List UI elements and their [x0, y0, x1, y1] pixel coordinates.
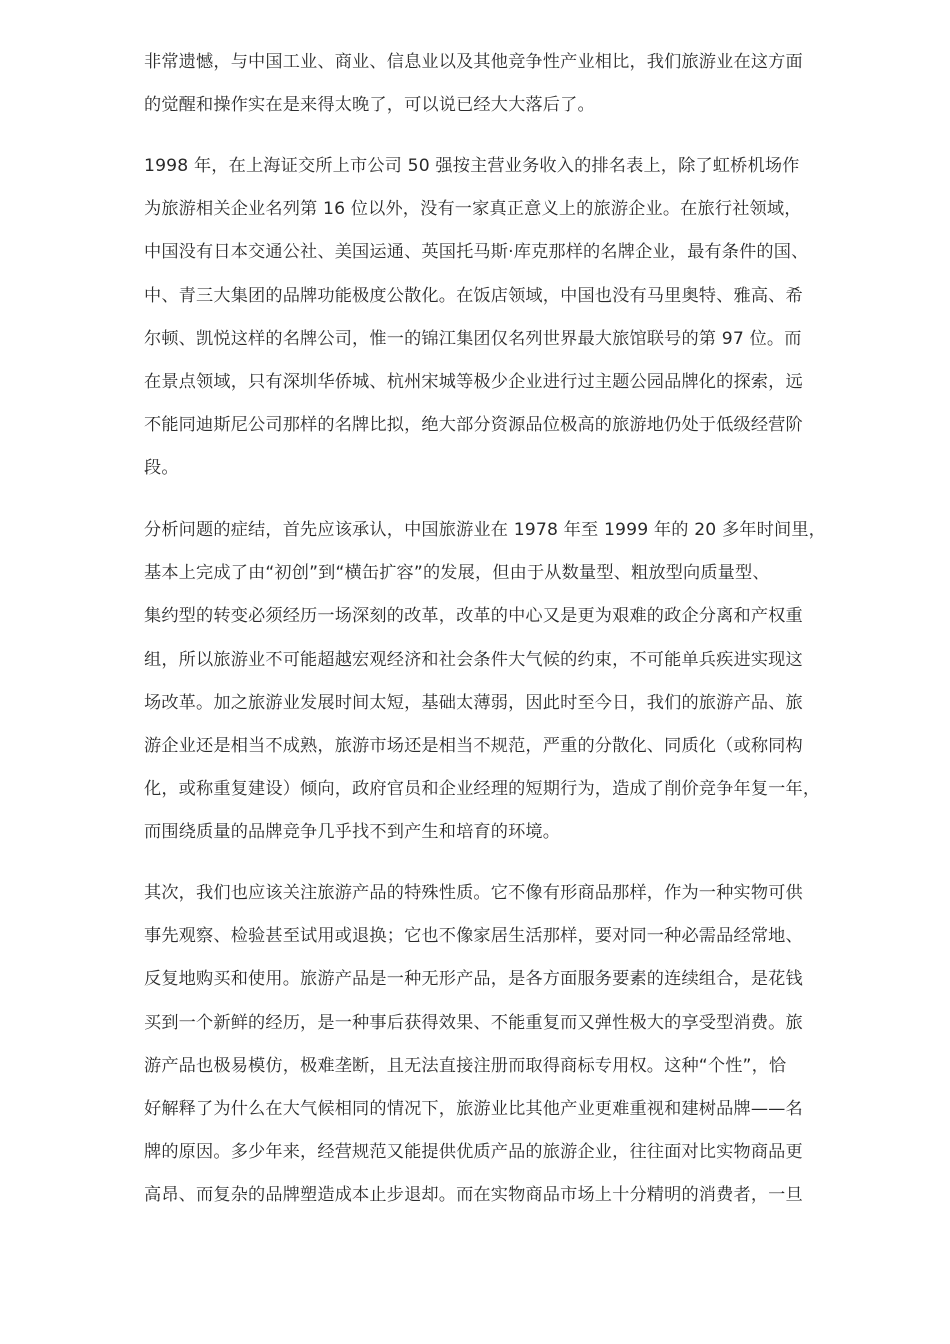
text-line: 的觉醒和操作实在是来得太晚了，可以说已经大大落后了。 — [144, 95, 595, 116]
paragraph-2 — [144, 145, 884, 491]
paragraph-4 — [144, 872, 884, 1218]
text-line: 在景点领域，只有深圳华侨城、杭州宋城等极少企业进行过主题公园品牌化的探索，远 — [144, 371, 803, 392]
text-line: 段。 — [144, 458, 179, 479]
text-line: 高昂、而复杂的品牌塑造成本止步退却。而在实物商品市场上十分精明的消费者，一旦 — [144, 1185, 803, 1206]
text-line: 牌的原因。多少年来，经营规范又能提供优质产品的旅游企业，往往面对比实物商品更 — [144, 1142, 803, 1163]
text-line: 事先观察、检验甚至试用或退换；它也不像家居生活那样，要对同一种必需品经常地、 — [144, 926, 803, 947]
text-line: 其次，我们也应该关注旅游产品的特殊性质。它不像有形商品那样，作为一种实物可供 — [144, 883, 803, 903]
text-line: 集约型的转变必须经历一场深刻的改革，改革的中心又是更为艰难的政企分离和产权重 — [144, 606, 803, 627]
text-line: 非常遗憾，与中国工业、商业、信息业以及其他竞争性产业相比，我们旅游业在这方面 — [144, 52, 803, 72]
text-line: 分析问题的症结，首先应该承认，中国旅游业在 1978 年至 1999 年的 20 多年时间里， — [144, 520, 826, 540]
text-line: 游产品也极易模仿，极难垄断，且无法直接注册而取得商标专用权。这种“个性”，恰 — [144, 1055, 787, 1076]
text-line: 场改革。加之旅游业发展时间太短，基础太薄弱，因此时至今日，我们的旅游产品、旅 — [144, 692, 803, 713]
text-line: 组，所以旅游业不可能超越宏观经济和社会条件大气候的约束，不可能单兵疾进实现这 — [144, 649, 803, 670]
text-line: 为旅游相关企业名列第 16 位以外，没有一家真正意义上的旅游企业。在旅行社领域， — [144, 199, 802, 220]
paragraph-1 — [144, 41, 884, 127]
text-line: 不能同迪斯尼公司那样的名牌比拟，绝大部分资源品位极高的旅游地仍处于低级经营阶 — [144, 415, 803, 436]
text-line: 而围绕质量的品牌竞争几乎找不到产生和培育的环境。 — [144, 822, 561, 843]
text-line: 好解释了为什么在大气候相同的情况下，旅游业比其他产业更难重视和建树品牌——名 — [144, 1098, 803, 1119]
text-line: 买到一个新鲜的经历，是一种事后获得效果、不能重复而又弹性极大的享受型消费。旅 — [144, 1012, 803, 1033]
text-line: 中、青三大集团的品牌功能极度公散化。在饭店领域，中国也没有马里奥特、雅高、希 — [144, 285, 803, 306]
text-line: 中国没有日本交通公社、美国运通、英国托马斯·库克那样的名牌企业，最有条件的国、 — [144, 242, 809, 263]
text-line: 化，或称重复建设）倾向，政府官员和企业经理的短期行为，造成了削价竞争年复一年， — [144, 779, 821, 800]
text-line: 基本上完成了由“初创”到“横缶扩容”的发展，但由于从数量型、粗放型向质量型、 — [144, 563, 770, 584]
paragraph-3 — [144, 509, 884, 855]
text-line: 1998 年，在上海证交所上市公司 50 强按主营业务收入的排名表上，除了虹桥机场作 — [144, 156, 800, 176]
text-line: 游企业还是相当不成熟，旅游市场还是相当不规范，严重的分散化、同质化（或称同构 — [144, 735, 803, 756]
text-line: 反复地购买和使用。旅游产品是一种无形产品，是各方面服务要素的连续组合，是花钱 — [144, 969, 803, 990]
text-line: 尔顿、凯悦这样的名牌公司，惟一的锦江集团仅名列世界最大旅馆联号的第 97 位。而 — [144, 328, 802, 349]
